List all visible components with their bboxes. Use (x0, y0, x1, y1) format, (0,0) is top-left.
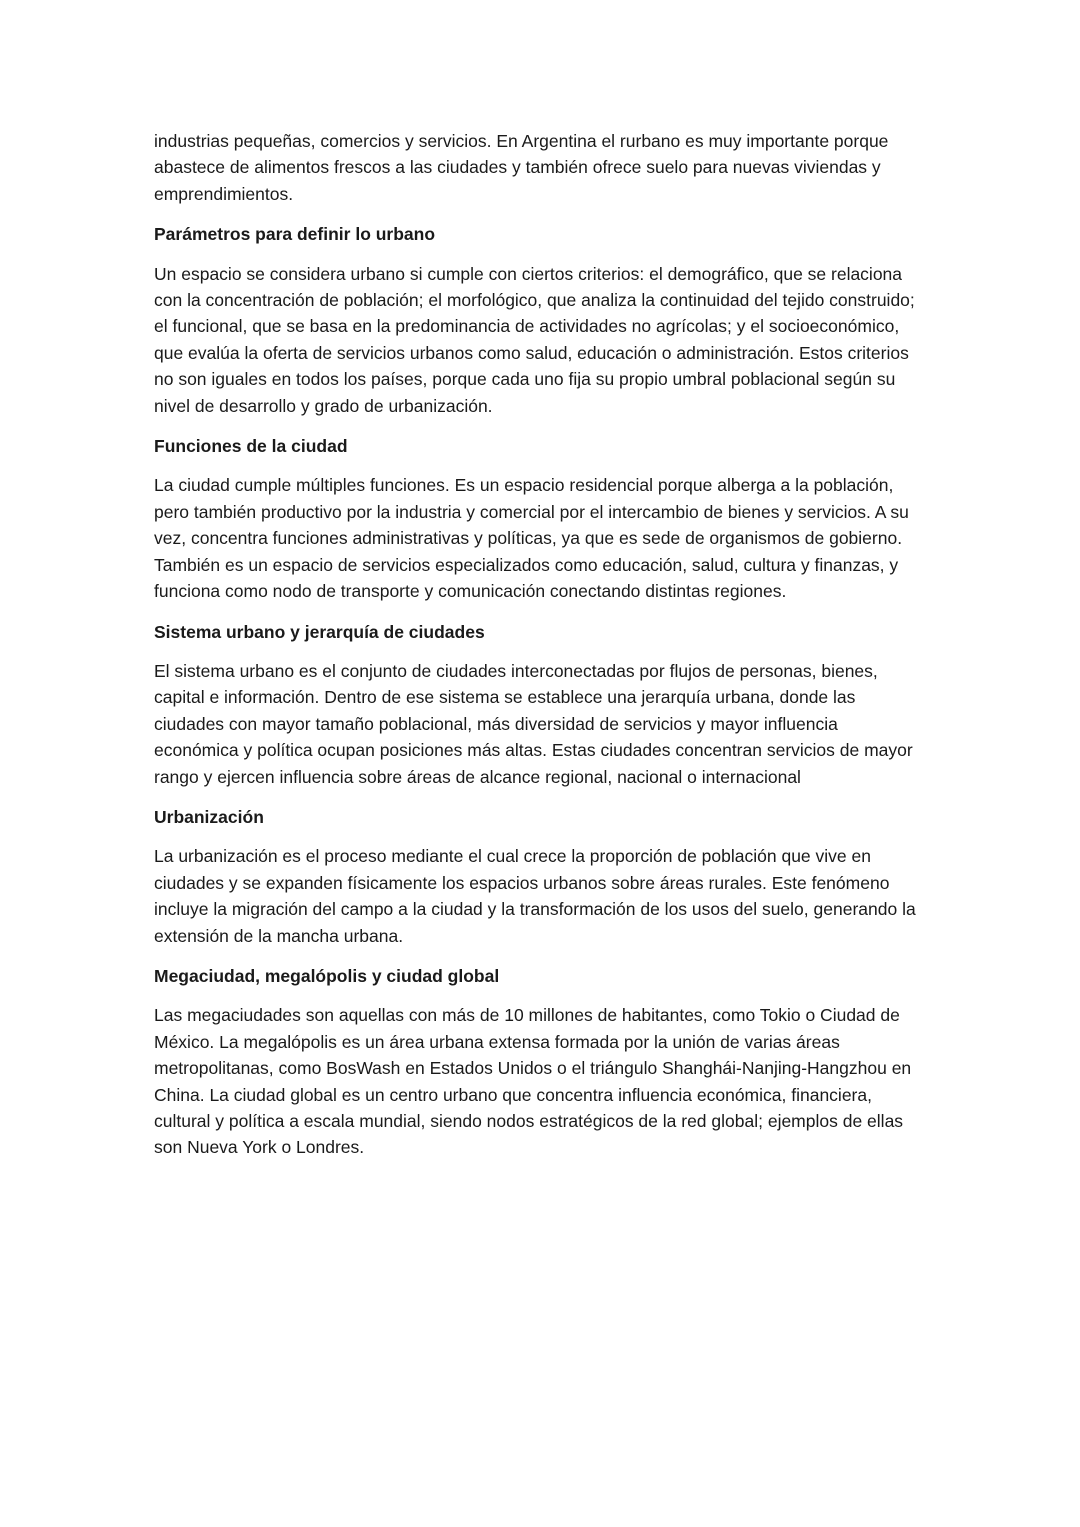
heading-parametros-urbano: Parámetros para definir lo urbano (154, 224, 436, 245)
heading-urbanizacion: Urbanización (154, 806, 264, 827)
intro-paragraph: industrias pequeñas, comercios y servicios. En Argentina el rurbano es muy importante porque abastece de alimentos frescos a las ciudades y también ofrece suelo para nuevas viviendas y emprendimientos. (154, 131, 889, 204)
paragraph-urbanizacion: La urbanización es el proceso mediante el cual crece la proporción de población que vive en ciudades y se expanden físicamente los espacios urbanos sobre áreas rurales. Este fenómeno incluye la migración del campo a la ciudad y la transformación de los usos del suelo, generando la extensión de la mancha urbana. (154, 846, 916, 946)
heading-sistema-urbano: Sistema urbano y jerarquía de ciudades (154, 621, 485, 642)
paragraph-funciones-ciudad: La ciudad cumple múltiples funciones. Es un espacio residencial porque alberga a la población, pero también productivo por la industria y comercial por el intercambio de bienes y servicios. A su vez, concentra funciones administrativas y políticas, ya que es sede de organismos de gobierno. También es un espacio de servicios especializados como educación, salud, cultura y finanzas, y funciona como nodo de transporte y comunicación conectando distintas regiones. (154, 475, 909, 602)
paragraph-parametros-urbano: Un espacio se considera urbano si cumple con ciertos criterios: el demográfico, que se relaciona con la concentración de población; el morfológico, que analiza la continuidad del tejido construido; el funcional, que se basa en la predominancia de actividades no agrícolas; y el socioeconómico, que evalúa la oferta de servicios urbanos como salud, educación o administración. Estos criterios no son iguales en todos los países, porque cada uno fija su propio umbral poblacional según su nivel de desarrollo y grado de urbanización. (154, 263, 915, 416)
paragraph-sistema-urbano: El sistema urbano es el conjunto de ciudades interconectadas por flujos de personas, bienes, capital e información. Dentro de ese sistema se establece una jerarquía urbana, donde las ciudades con mayor tamaño poblacional, más diversidad de servicios y mayor influencia económica y política ocupan posiciones más altas. Estas ciudades concentran servicios de mayor rango y ejercen influencia sobre áreas de alcance regional, nacional o internacional (154, 660, 913, 787)
document-page (154, 128, 926, 1175)
heading-funciones-ciudad: Funciones de la ciudad (154, 436, 348, 457)
heading-megaciudad: Megaciudad, megalópolis y ciudad global (154, 965, 500, 986)
paragraph-megaciudad: Las megaciudades son aquellas con más de 10 millones de habitantes, como Tokio o Ciudad de México. La megalópolis es un área urbana extensa formada por la unión de varias áreas metropolitanas, como BosWash en Estados Unidos o el triángulo Shanghái-Nanjing-Hangzhou en China. La ciudad global es un centro urbano que concentra influencia económica, financiera, cultural y política a escala mundial, siendo nodos estratégicos de la red global; ejemplos de ellas son Nueva York o Londres. (154, 1005, 912, 1158)
